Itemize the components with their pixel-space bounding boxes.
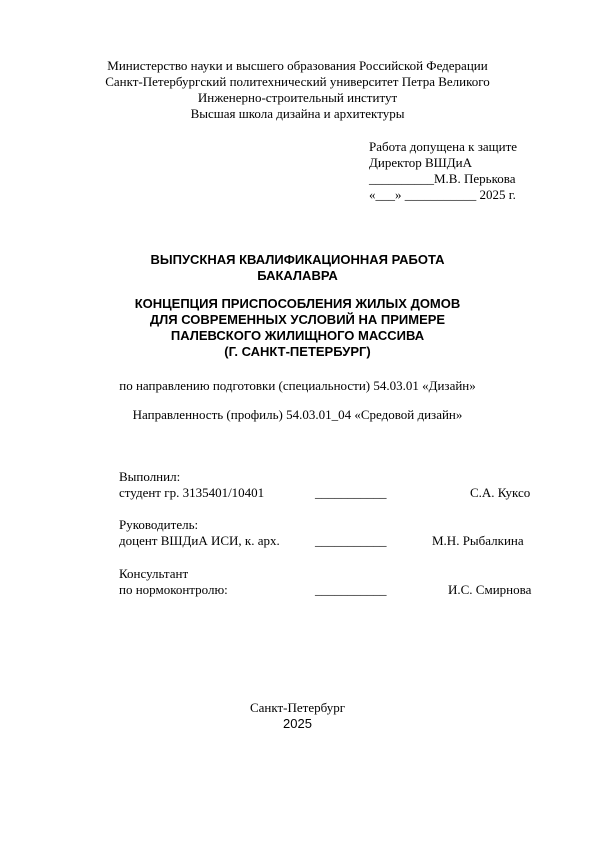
approval-date: «___» ___________ 2025 г. <box>369 187 516 202</box>
performer-signature-line: ___________ <box>315 485 387 500</box>
consultant-label: Консультант <box>119 566 189 581</box>
performer-role: студент гр. 3135401/10401 <box>119 485 265 500</box>
title-line3: ПАЛЕВСКОГО ЖИЛИЩНОГО МАССИВА <box>170 328 425 343</box>
footer-year: 2025 <box>283 716 312 731</box>
ministry-line: Министерство науки и высшего образования Российской Федерации <box>107 58 488 73</box>
supervisor-label: Руководитель: <box>119 517 199 532</box>
consultant-signature-line: ___________ <box>315 582 387 597</box>
approval-signature: __________М.В. Перькова <box>369 171 516 186</box>
consultant-name: И.С. Смирнова <box>448 582 532 597</box>
work-type-line2: БАКАЛАВРА <box>257 268 338 283</box>
supervisor-signature-line: ___________ <box>315 533 387 548</box>
title-line4: (Г. САНКТ-ПЕТЕРБУРГ) <box>224 344 371 359</box>
work-type-line1: ВЫПУСКНАЯ КВАЛИФИКАЦИОННАЯ РАБОТА <box>150 252 445 267</box>
university-line: Санкт-Петербургский политехнический университет Петра Великого <box>105 74 490 89</box>
supervisor-name: М.Н. Рыбалкина <box>432 533 524 548</box>
approval-director: Директор ВШДиА <box>369 155 472 170</box>
institute-line: Инженерно-строительный институт <box>197 90 398 105</box>
supervisor-role: доцент ВШДиА ИСИ, к. арх. <box>119 533 280 548</box>
performer-name: С.А. Куксо <box>470 485 531 500</box>
school-line: Высшая школа дизайна и архитектуры <box>190 106 405 121</box>
approval-admitted: Работа допущена к защите <box>369 139 518 154</box>
profile-line: Направленность (профиль) 54.03.01_04 «Средовой дизайн» <box>132 407 463 422</box>
title-line2: ДЛЯ СОВРЕМЕННЫХ УСЛОВИЙ НА ПРИМЕРЕ <box>149 312 446 327</box>
title-line1: КОНЦЕПЦИЯ ПРИСПОСОБЛЕНИЯ ЖИЛЫХ ДОМОВ <box>134 296 461 311</box>
performer-label: Выполнил: <box>119 469 181 484</box>
consultant-role: по нормоконтролю: <box>119 582 228 597</box>
footer-city: Санкт-Петербург <box>249 700 346 715</box>
direction-line: по направлению подготовки (специальности) 54.03.01 «Дизайн» <box>119 378 476 393</box>
